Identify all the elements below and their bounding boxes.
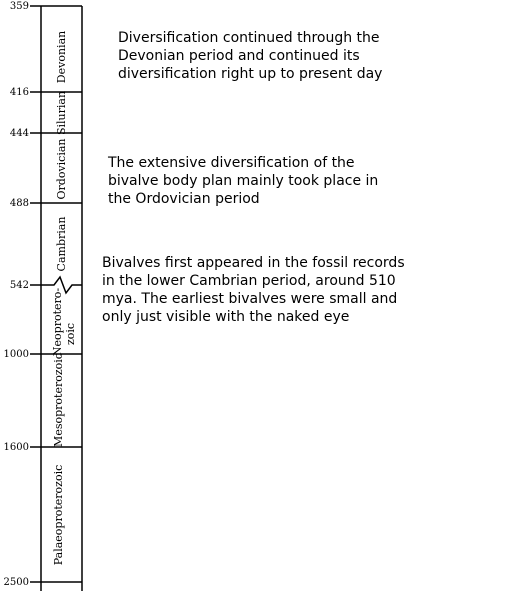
period-label-ordovician: Ordovician [55, 138, 68, 200]
tick-label: 542 [9, 280, 29, 291]
tick-label: 444 [9, 128, 29, 139]
ordovician-annotation: The extensive diversification of the bivalve body plan mainly took place in the Ordovician period [108, 155, 379, 207]
tick-label: 2500 [3, 577, 29, 588]
tick-label: 1000 [3, 349, 29, 360]
period-label-mesoproterozoic: Mesoproterozoic [52, 353, 65, 447]
period-label-cambrian: Cambrian [55, 216, 68, 272]
tick-label: 1600 [3, 442, 29, 453]
tick-label: 416 [9, 87, 29, 98]
tick-label: 359 [9, 1, 29, 12]
period-label-neoproterozoic: Neoprotero- [51, 287, 64, 357]
period-label-palaeoproterozoic: Palaeoproterozoic [52, 464, 65, 566]
period-label-silurian: Silurian [55, 90, 68, 136]
devonian-annotation: Diversification continued through the Devonian period and continued its diversification right up to present day [118, 30, 383, 82]
period-label-neoproterozoic-line2: zoic [64, 322, 77, 346]
cambrian-annotation: Bivalves first appeared in the fossil records in the lower Cambrian period, around 510 mya. The earliest bivalves were small and only just visible with the naked eye [102, 255, 405, 325]
tick-label: 488 [9, 198, 29, 209]
period-label-devonian: Devonian [55, 30, 68, 84]
